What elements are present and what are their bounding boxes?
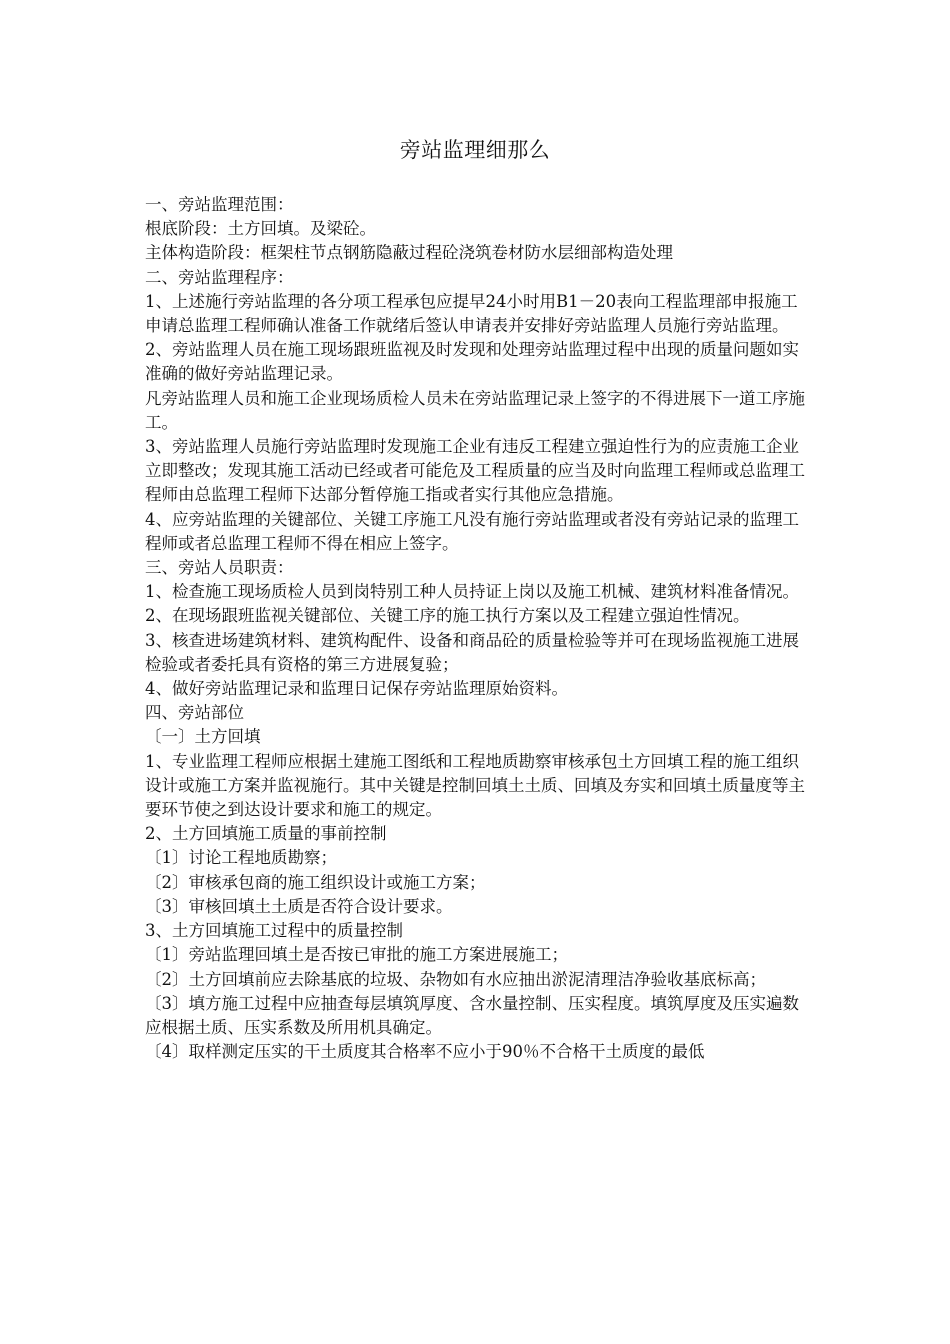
paragraph: 4、应旁站监理的关键部位、关键工序施工凡没有施行旁站监理或者没有旁站记录的监理工程师或者总监理工程师不得在相应上签字。 <box>145 509 799 553</box>
paragraph: 主体构造阶段：框架柱节点钢筋隐蔽过程砼浇筑卷材防水层细部构造处理 <box>145 243 673 263</box>
list-item: 〔2〕土方回填前应去除基底的垃圾、杂物如有水应抽出淤泥清理洁净验收基底标高； <box>145 969 766 989</box>
paragraph: 根底阶段：土方回填。及梁砼。 <box>145 219 376 239</box>
paragraph: 3、核查进场建筑材料、建筑构配件、设备和商品砼的质量检验等并可在现场监视施工进展检验或者委托具有资格的第三方进展复验； <box>145 630 799 674</box>
subsection-heading: 〔一〕土方回填 <box>145 727 261 747</box>
section-heading: 二、旁站监理程序： <box>145 267 294 287</box>
document-body <box>145 193 805 1064</box>
section-heading: 三、旁站人员职责： <box>145 558 294 578</box>
paragraph: 1、专业监理工程师应根据土建施工图纸和工程地质勘察审核承包土方回填工程的施工组织设计或施工方案并监视施行。其中关键是控制回填土土质、回填及夯实和回填土质量度等主要环节使之到达设计要求和施工的规定。 <box>145 751 805 820</box>
paragraph: 4、做好旁站监理记录和监理日记保存旁站监理原始资料。 <box>145 679 568 699</box>
list-item: 〔1〕旁站监理回填土是否按已审批的施工方案进展施工； <box>145 945 568 965</box>
list-item: 〔3〕填方施工过程中应抽查每层填筑厚度、含水量控制、压实程度。填筑厚度及压实遍数应根据土质、压实系数及所用机具确定。 <box>145 993 799 1037</box>
paragraph: 2、土方回填施工质量的事前控制 <box>145 824 387 844</box>
paragraph: 2、在现场跟班监视关键部位、关键工序的施工执行方案以及工程建立强迫性情况。 <box>145 606 750 626</box>
section-heading: 四、旁站部位 <box>145 703 244 723</box>
list-item: 〔1〕讨论工程地质勘察； <box>145 848 337 868</box>
paragraph: 1、检查施工现场质检人员到岗特别工种人员持证上岗以及施工机械、建筑材料准备情况。 <box>145 582 799 602</box>
section-heading: 一、旁站监理范围： <box>145 195 294 214</box>
page-title: 旁站监理细那么 <box>399 138 551 162</box>
list-item: 〔3〕审核回填土土质是否符合设计要求。 <box>145 896 453 916</box>
paragraph: 3、旁站监理人员施行旁站监理时发现施工企业有违反工程建立强迫性行为的应责施工企业立即整改；发现其施工活动已经或者可能危及工程质量的应当及时向监理工程师或总监理工程师由总监理工程师下达部分暂停施工指或者实行其他应急措施。 <box>145 437 805 505</box>
paragraph: 3、土方回填施工过程中的质量控制 <box>145 921 403 941</box>
list-item: 〔2〕审核承包商的施工组织设计或施工方案； <box>145 872 486 892</box>
list-item: 〔4〕取样测定压实的干土质度其合格率不应小于90％不合格干土质度的最低 <box>145 1042 705 1062</box>
paragraph: 1、上述施行旁站监理的各分项工程承包应提早24小时用B1－20表向工程监理部申报施工申请总监理工程师确认准备工作就绪后签认申请表并安排好旁站监理人员施行旁站监理。 <box>145 291 798 336</box>
paragraph: 凡旁站监理人员和施工企业现场质检人员未在旁站监理记录上签字的不得进展下一道工序施工。 <box>145 388 805 432</box>
paragraph: 2、旁站监理人员在施工现场跟班监视及时发现和处理旁站监理过程中出现的质量问题如实准确的做好旁站监理记录。 <box>145 340 799 384</box>
